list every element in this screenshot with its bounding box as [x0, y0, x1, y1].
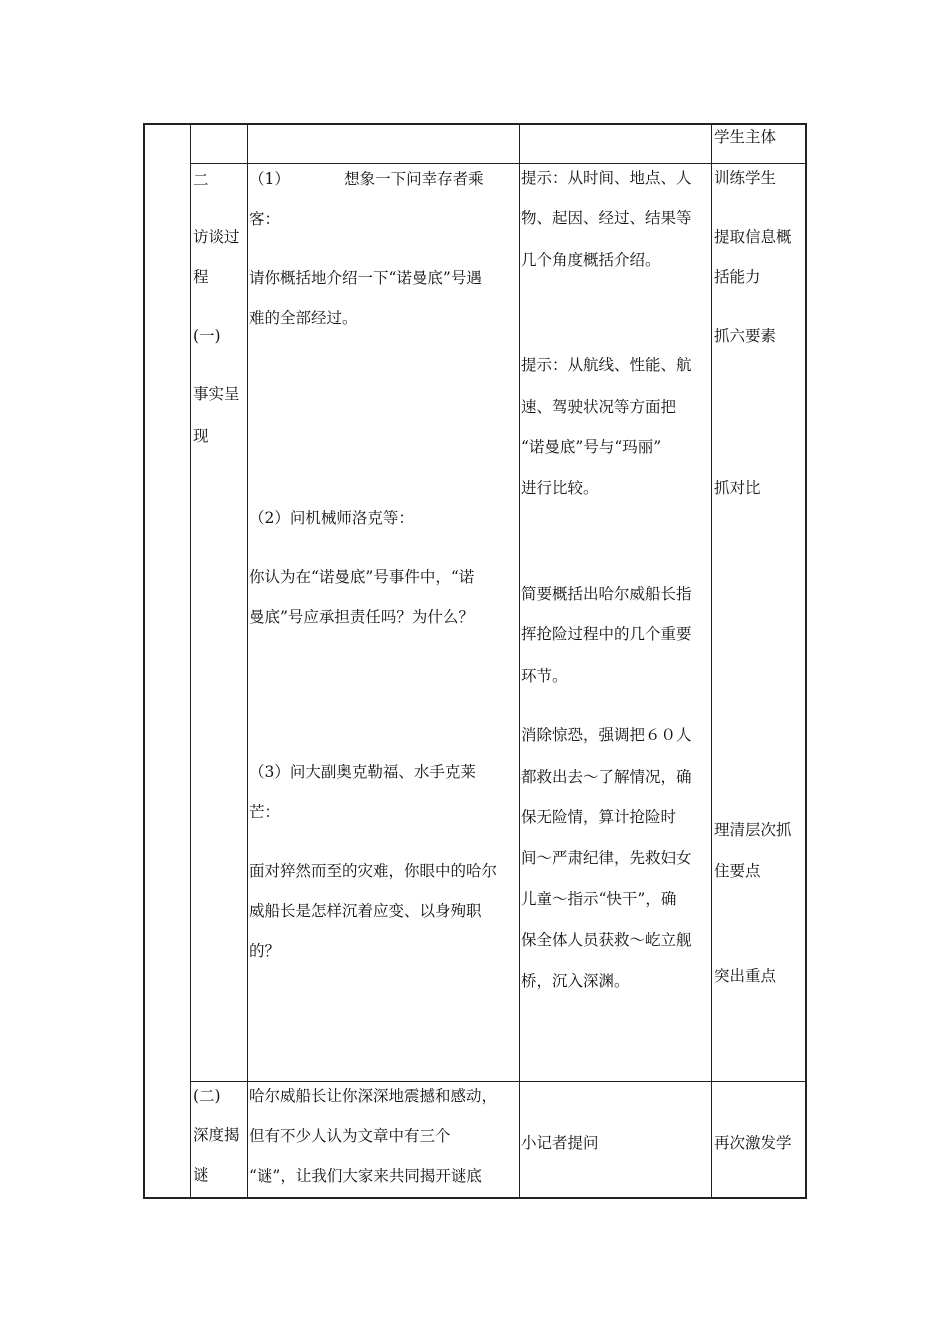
hint-4-line: 桥，沉入深渊。 [521, 972, 630, 990]
column-border-5 [711, 123, 712, 1199]
section-label: 访谈过 [193, 228, 240, 246]
column-border-6 [805, 123, 807, 1199]
intent-line: 提取信息概 [714, 228, 792, 246]
column-border-1 [143, 123, 145, 1199]
hint-4-line: 间～严肃纪律，先救妇女 [521, 849, 692, 867]
intent-line: 住要点 [714, 862, 761, 880]
hint-3-line: 挥抢险过程中的几个重要 [521, 625, 692, 643]
hint-1-line: 物、起因、经过、结果等 [521, 209, 692, 227]
section-label: 事实呈 [193, 385, 240, 403]
question-1-line: （1） 想象一下问幸存者乘 [249, 170, 484, 188]
intent-line: 再次激发学 [714, 1134, 792, 1152]
question-3-line: （3）问大副奥克勒福、水手克莱 [249, 763, 476, 781]
column-border-2 [190, 123, 191, 1199]
question-3-line: 面对猝然而至的灾难，你眼中的哈尔 [249, 862, 498, 880]
hint-2-line: 速、驾驶状况等方面把 [521, 398, 677, 416]
table-border-top [143, 123, 806, 125]
question-1-line: 客： [249, 210, 281, 228]
section-label: (一) [193, 327, 221, 345]
header-student-subject: 学生主体 [714, 128, 777, 146]
question-3-line: 的？ [249, 942, 281, 960]
column-border-3 [247, 123, 248, 1199]
question-3-line: 芒： [249, 803, 281, 821]
hint-2-line: 提示：从航线、性能、航 [521, 356, 692, 374]
intent-line: 括能力 [714, 268, 761, 286]
question-2-line: 曼底”号应承担责任吗？为什么？ [249, 608, 474, 626]
intent-line: 抓对比 [714, 479, 761, 497]
hint-4-line: 都救出去～了解情况，确 [521, 768, 692, 786]
section-label: 深度揭 [193, 1126, 240, 1144]
hint-4-line: 儿童～指示“快干”，确 [521, 890, 677, 908]
hint-2-line: 进行比较。 [521, 479, 599, 497]
mystery-intro-line: “谜”，让我们大家来共同揭开谜底 [249, 1167, 482, 1185]
hint-3-line: 环节。 [521, 667, 568, 685]
section-label: 程 [193, 268, 209, 286]
hint-4-line: 保无险情，算计抢险时 [521, 808, 677, 826]
section-label: 现 [193, 427, 209, 445]
section-label: (二) [193, 1087, 221, 1105]
question-2-line: 你认为在“诺曼底”号事件中，“诺 [249, 568, 475, 586]
table-border-bottom [143, 1197, 806, 1199]
hint-2-line: “诺曼底”号与“玛丽” [521, 438, 662, 456]
reporter-question: 小记者提问 [521, 1134, 599, 1152]
row-divider-2 [190, 1081, 806, 1082]
intent-line: 抓六要素 [714, 327, 777, 345]
mystery-intro-line: 哈尔威船长让你深深地震撼和感动， [249, 1087, 498, 1105]
section-label: 谜 [193, 1166, 209, 1184]
hint-1-line: 提示：从时间、地点、人 [521, 169, 692, 187]
question-2-line: （2）问机械师洛克等： [249, 509, 414, 527]
mystery-intro-line: 但有不少人认为文章中有三个 [249, 1127, 451, 1145]
row-divider-1 [190, 163, 806, 164]
hint-4-line: 消除惊恐，强调把６０人 [521, 726, 692, 744]
intent-line: 突出重点 [714, 967, 777, 985]
section-label: 二 [193, 171, 209, 189]
question-1-line: 请你概括地介绍一下“诺曼底”号遇 [249, 269, 482, 287]
hint-1-line: 几个角度概括介绍。 [521, 251, 661, 269]
question-1-line: 难的全部经过。 [249, 309, 358, 327]
intent-line: 理清层次抓 [714, 821, 792, 839]
hint-3-line: 简要概括出哈尔威船长指 [521, 585, 692, 603]
question-3-line: 威船长是怎样沉着应变、以身殉职 [249, 902, 482, 920]
intent-line: 训练学生 [714, 169, 777, 187]
hint-4-line: 保全体人员获救～屹立舰 [521, 931, 692, 949]
column-border-4 [519, 123, 520, 1199]
